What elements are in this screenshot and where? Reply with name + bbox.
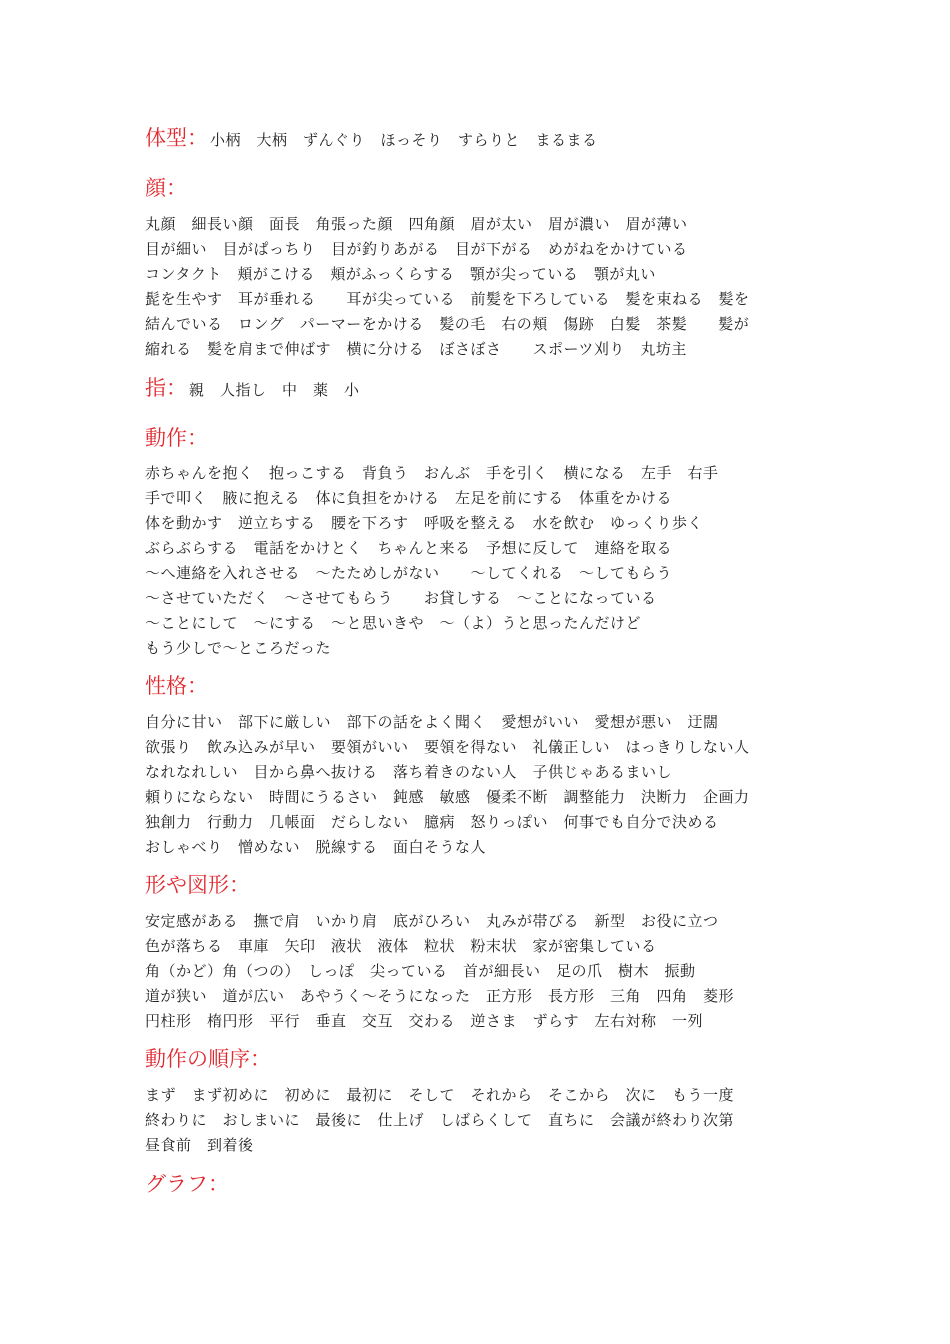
action-line-2: 手で叩く 腋に抱える 体に負担をかける 左足を前にする 体重をかける <box>145 489 673 507</box>
face-line-6: 縮れる 髪を肩まで伸ばす 横に分ける ぼさぼさ スポーツ刈り 丸坊主 <box>145 340 687 358</box>
heading-body-type-label: 体型： <box>145 126 208 150</box>
order-line-2: 終わりに おしまいに 最後に 仕上げ しばらくして 直ちに 会議が終わり次第 <box>145 1111 735 1129</box>
personality-line-2: 欲張り 飲み込みが早い 要領がいい 要領を得ない 礼儀正しい はっきりしない人 <box>145 738 750 756</box>
shapes-line-4: 道が狭い 道が広い あやうく〜そうになった 正方形 長方形 三角 四角 菱形 <box>145 987 735 1005</box>
action-line-7: 〜ことにして 〜にする 〜と思いきや 〜（よ）うと思ったんだけど <box>145 614 642 632</box>
heading-action: 動作： <box>145 426 208 450</box>
order-line-1: まず まず初めに 初めに 最初に そして それから そこから 次に もう一度 <box>145 1086 735 1104</box>
face-line-5: 結んでいる ロング パーマーをかける 髪の毛 右の頬 傷跡 白髪 茶髪 髪が <box>145 315 750 333</box>
action-line-5: 〜へ連絡を入れさせる 〜たためしがない 〜してくれる 〜してもらう <box>145 564 673 582</box>
face-line-4: 髭を生やす 耳が垂れる 耳が尖っている 前髪を下ろしている 髪を束ねる 髪を <box>145 290 750 308</box>
action-line-6: 〜させていただく 〜させてもらう お貸しする 〜ことになっている <box>145 589 657 607</box>
heading-shapes: 形や図形： <box>145 873 250 897</box>
face-line-2: 目が細い 目がぱっちり 目が釣りあがる 目が下がる めがねをかけている <box>145 240 688 258</box>
heading-finger-label: 指： <box>145 376 187 400</box>
action-line-8: もう少しで〜ところだった <box>145 639 332 657</box>
personality-line-1: 自分に甘い 部下に厳しい 部下の話をよく聞く 愛想がいい 愛想が悪い 迂闊 <box>145 713 719 731</box>
personality-line-3: なれなれしい 目から鼻へ抜ける 落ち着きのない人 子供じゃあるまいし <box>145 763 673 781</box>
finger-terms: 親 人指し 中 薬 小 <box>189 381 360 399</box>
heading-action-order: 動作の順序： <box>145 1047 271 1071</box>
face-line-3: コンタクト 頬がこける 頬がふっくらする 顎が尖っている 顎が丸い <box>145 265 656 283</box>
heading-face: 顔： <box>145 176 187 200</box>
personality-line-6: おしゃべり 憎めない 脱線する 面白そうな人 <box>145 838 487 856</box>
action-line-3: 体を動かす 逆立ちする 腰を下ろす 呼吸を整える 水を飲む ゆっくり歩く <box>145 514 703 532</box>
heading-finger <box>145 374 360 404</box>
heading-body-type <box>145 124 598 154</box>
heading-personality: 性格： <box>145 674 208 698</box>
personality-line-4: 頼りにならない 時間にうるさい 鈍感 敏感 優柔不断 調整能力 決断力 企画力 <box>145 788 750 806</box>
shapes-line-5: 円柱形 楕円形 平行 垂直 交互 交わる 逆さま ずらす 左右対称 一列 <box>145 1012 704 1030</box>
shapes-line-2: 色が落ちる 車庫 矢印 液状 液体 粒状 粉末状 家が密集している <box>145 937 657 955</box>
order-line-3: 昼食前 到着後 <box>145 1136 254 1154</box>
body-type-terms: 小柄 大柄 ずんぐり ほっそり すらりと まるまる <box>210 131 598 149</box>
action-line-1: 赤ちゃんを抱く 抱っこする 背負う おんぶ 手を引く 横になる 左手 右手 <box>145 464 719 482</box>
shapes-line-1: 安定感がある 撫で肩 いかり肩 底がひろい 丸みが帯びる 新型 お役に立つ <box>145 912 719 930</box>
face-line-1: 丸顔 細長い顔 面長 角張った顔 四角顔 眉が太い 眉が濃い 眉が薄い <box>145 215 688 233</box>
shapes-line-3: 角（かど）角（つの） しっぽ 尖っている 首が細長い 足の爪 樹木 振動 <box>145 962 696 980</box>
heading-graph: グラフ： <box>145 1172 229 1196</box>
personality-line-5: 独創力 行動力 几帳面 だらしない 臆病 怒りっぽい 何事でも自分で決める <box>145 813 719 831</box>
action-line-4: ぶらぶらする 電話をかけとく ちゃんと来る 予想に反して 連絡を取る <box>145 539 673 557</box>
